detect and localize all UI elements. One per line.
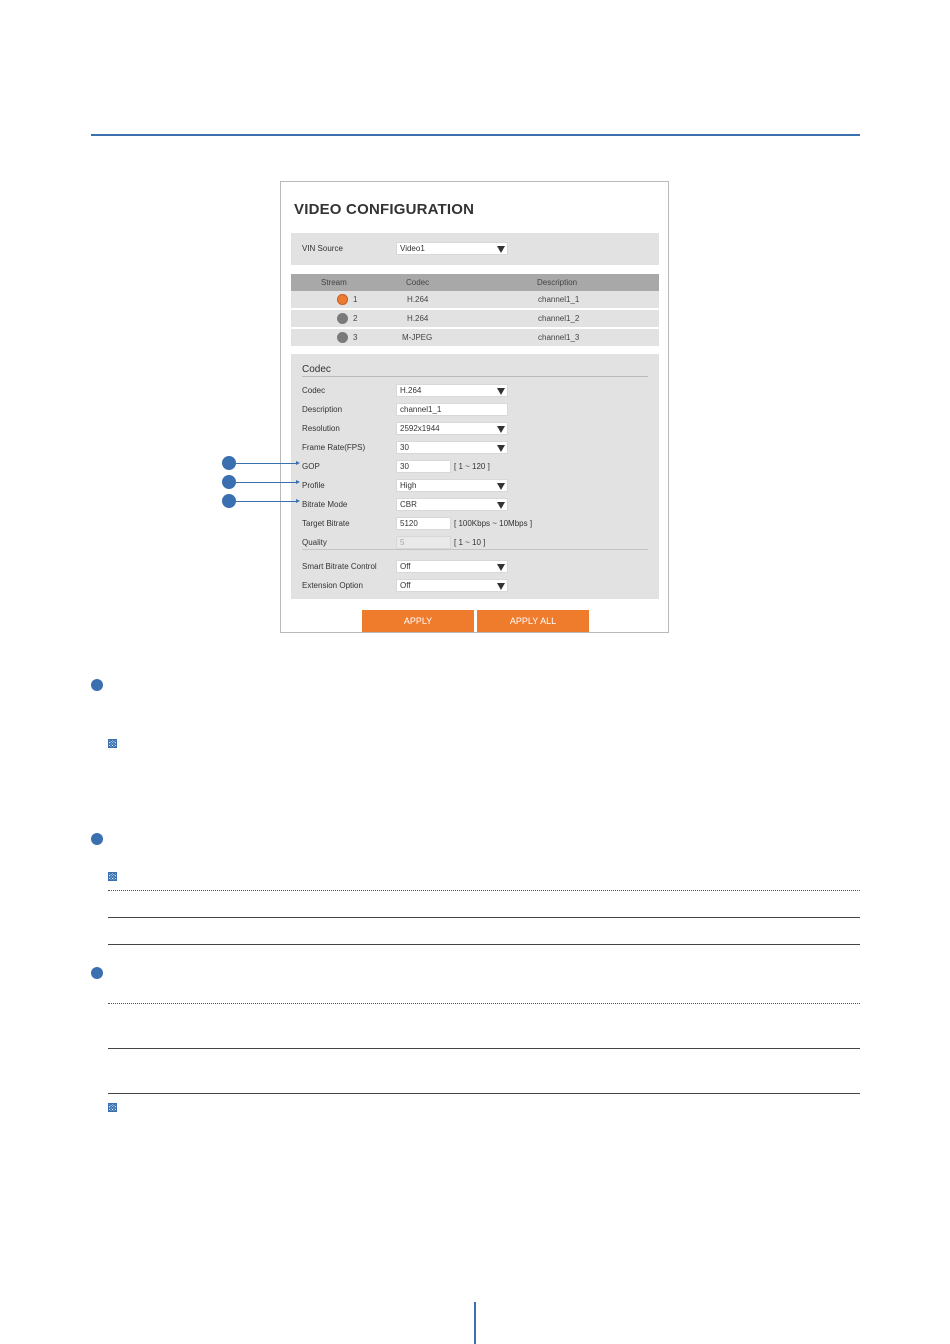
stream-description: channel1_2 [538, 314, 580, 323]
header-stream: Stream [321, 278, 347, 287]
callout-line-bitrate-mode [236, 501, 296, 502]
stream-radio-2[interactable] [337, 313, 348, 324]
chevron-down-icon [497, 388, 505, 395]
table-line [108, 917, 860, 918]
table-row[interactable] [291, 329, 659, 346]
apply-button[interactable]: APPLY [362, 610, 474, 632]
note-icon [108, 739, 117, 748]
smart-bitrate-select[interactable] [396, 560, 508, 573]
description-input[interactable]: channel1_1 [396, 403, 508, 416]
bitrate-mode-value: CBR [400, 500, 417, 509]
bitrate-mode-select[interactable] [396, 498, 508, 511]
callout-marker-gop [222, 456, 236, 470]
callout-marker-bitrate-mode [222, 494, 236, 508]
apply-all-button[interactable]: APPLY ALL [477, 610, 589, 632]
description-label: Description [302, 405, 343, 414]
chevron-down-icon [497, 445, 505, 452]
smart-bitrate-value: Off [400, 562, 411, 571]
stream-codec: H.264 [407, 314, 429, 323]
vin-source-label: VIN Source [302, 244, 343, 253]
target-bitrate-label: Target Bitrate [302, 519, 350, 528]
resolution-select[interactable] [396, 422, 508, 435]
vin-source-select[interactable] [396, 242, 508, 255]
section-bullet-1 [91, 679, 103, 691]
table-line [108, 1048, 860, 1049]
gop-range: [ 1 ~ 120 ] [454, 462, 490, 471]
codec-label: Codec [302, 386, 326, 395]
chevron-down-icon [497, 583, 505, 590]
stream-description: channel1_1 [538, 295, 580, 304]
gop-label: GOP [302, 462, 320, 471]
quality-input: 5 [396, 536, 451, 549]
profile-value: High [400, 481, 417, 490]
chevron-down-icon [497, 426, 505, 433]
profile-select[interactable] [396, 479, 508, 492]
chevron-down-icon [497, 502, 505, 509]
resolution-value: 2592x1944 [400, 424, 440, 433]
codec-section [291, 354, 659, 599]
table-row[interactable] [291, 310, 659, 327]
callout-line-gop [236, 463, 296, 464]
chevron-down-icon [497, 483, 505, 490]
note-icon [108, 1103, 117, 1112]
chevron-down-icon [497, 246, 505, 253]
smart-bitrate-label: Smart Bitrate Control [302, 562, 377, 571]
extension-option-select[interactable] [396, 579, 508, 592]
table-row[interactable] [291, 291, 659, 308]
stream-codec: H.264 [407, 295, 429, 304]
stream-number: 2 [353, 314, 358, 323]
frame-rate-value: 30 [400, 443, 409, 452]
callout-marker-profile [222, 475, 236, 489]
section-bullet-2 [91, 833, 103, 845]
resolution-label: Resolution [302, 424, 340, 433]
section-bullet-3 [91, 967, 103, 979]
codec-section-title: Codec [302, 364, 331, 375]
table-dotted-line [108, 890, 860, 891]
callout-arrow-bitrate-mode [296, 499, 300, 503]
profile-label: Profile [302, 481, 325, 490]
chevron-down-icon [497, 564, 505, 571]
stream-number: 1 [353, 295, 358, 304]
table-line [108, 944, 860, 945]
quality-range: [ 1 ~ 10 ] [454, 538, 486, 547]
stream-number: 3 [353, 333, 358, 342]
vin-source-row [291, 233, 659, 265]
note-icon [108, 872, 117, 881]
divider [302, 376, 648, 377]
table-line [108, 1093, 860, 1094]
codec-value: H.264 [400, 386, 422, 395]
target-bitrate-range: [ 100Kbps ~ 10Mbps ] [454, 519, 533, 528]
top-rule [91, 134, 860, 136]
video-configuration-panel [280, 181, 669, 633]
frame-rate-select[interactable] [396, 441, 508, 454]
table-dotted-line [108, 1003, 860, 1004]
header-description: Description [537, 278, 578, 287]
extension-option-value: Off [400, 581, 411, 590]
stream-codec: M-JPEG [402, 333, 433, 342]
target-bitrate-input[interactable]: 5120 [396, 517, 451, 530]
callout-arrow-profile [296, 480, 300, 484]
stream-table-header [291, 274, 659, 291]
extension-option-label: Extension Option [302, 581, 363, 590]
quality-label: Quality [302, 538, 327, 547]
frame-rate-label: Frame Rate(FPS) [302, 443, 366, 452]
callout-arrow-gop [296, 461, 300, 465]
divider [302, 549, 648, 550]
stream-radio-1[interactable] [337, 294, 348, 305]
panel-title: VIDEO CONFIGURATION [294, 201, 475, 218]
vin-source-value: Video1 [400, 244, 425, 253]
callout-line-profile [236, 482, 296, 483]
stream-description: channel1_3 [538, 333, 580, 342]
stream-radio-3[interactable] [337, 332, 348, 343]
gop-input[interactable]: 30 [396, 460, 451, 473]
page-footer-bar [474, 1302, 476, 1344]
bitrate-mode-label: Bitrate Mode [302, 500, 348, 509]
codec-select[interactable] [396, 384, 508, 397]
header-codec: Codec [406, 278, 430, 287]
